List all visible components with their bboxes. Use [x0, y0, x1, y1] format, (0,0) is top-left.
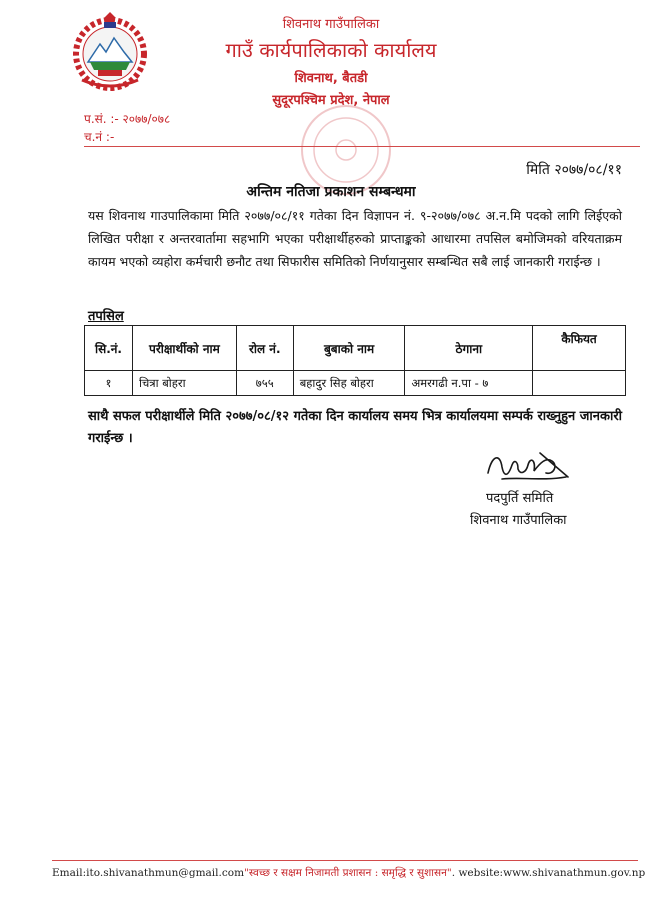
signature-icon	[482, 447, 574, 485]
province-country: सुदूरपश्चिम प्रदेश, नेपाल	[272, 93, 390, 108]
header-roll-number: रोल नं.	[236, 326, 293, 371]
letter-date: मिति २०७७/०८/११	[526, 162, 622, 178]
details-label: तपसिल	[88, 309, 124, 324]
header-father-name: बुबाको नाम	[293, 326, 405, 371]
municipality-name: शिवनाथ गाउँपालिका	[282, 17, 380, 32]
cell-remarks	[533, 371, 626, 396]
header-divider	[84, 146, 640, 147]
cell-roll-number: ७५५	[236, 371, 293, 396]
closing-paragraph: साथै सफल परीक्षार्थीले मिति २०७७/०८/१२ गतेका दिन कार्यालय समय भित्र कार्यालयमा सम्पर्क राख्नुहुन जानकारी गराईन्छ ।	[88, 409, 622, 446]
header-candidate-name: परीक्षार्थीको नाम	[132, 326, 236, 371]
footer-divider	[52, 860, 638, 861]
footer-website: website:www.shivanathmun.gov.np	[458, 867, 646, 879]
cell-sn: १	[85, 371, 133, 396]
cell-candidate-name: चित्रा बोहरा	[132, 371, 236, 396]
cell-father-name: बहादुर सिह बोहरा	[293, 371, 405, 396]
letter-subject: अन्तिम नतिजा प्रकाशन सम्बन्धमा	[246, 184, 416, 200]
header-address: ठेगाना	[405, 326, 533, 371]
body-paragraph: यस शिवनाथ गाउपालिकामा मिति २०७७/०८/११ गतेका दिन विज्ञापन नं. ९-२०७७/०७८ अ.न.मि पदको लागि लिईएको लिखित परीक्षा र अन्तरवार्तामा सहभागि भएका परीक्षार्थीहरुको प्राप्ताङ्कको आधारमा तपसिल बमोजिमको वरियताक्रम कायम भएको व्यहोरा कर्मचारी छनौट तथा सिफारीस समितिको निर्णयानुसार सम्बन्धित सबै लाई जानकारी गराईन्छ ।	[88, 208, 622, 269]
signatory-committee: पदपुर्ति समिति	[486, 491, 554, 506]
signatory-office: शिवनाथ गाउँपालिका	[470, 513, 567, 528]
results-table	[84, 325, 626, 396]
footer-email: Email:ito.shivanathmun@gmail.com	[52, 867, 245, 879]
header-remarks: कैफियत	[533, 326, 626, 371]
dispatch-number: च.नं :-	[84, 130, 115, 144]
header-sn: सि.नं.	[85, 326, 133, 371]
table-header-row	[85, 326, 626, 371]
table-row	[85, 371, 626, 396]
reference-number: प.सं. :- २०७७/०७८	[84, 112, 171, 126]
footer: Email:ito.shivanathmun@gmail.com"स्वच्छ र सक्षम निजामती प्रशासन : समृद्धि र सुशासन". website:www.shivanathmun.gov.np	[52, 867, 646, 879]
footer-slogan: "स्वच्छ र सक्षम निजामती प्रशासन : समृद्धि र सुशासन"	[244, 867, 452, 879]
cell-address: अमरगढी न.पा - ७	[405, 371, 533, 396]
office-name: गाउँ कार्यपालिकाको कार्यालय	[225, 38, 437, 62]
office-location: शिवनाथ, बैतडी	[294, 71, 368, 86]
